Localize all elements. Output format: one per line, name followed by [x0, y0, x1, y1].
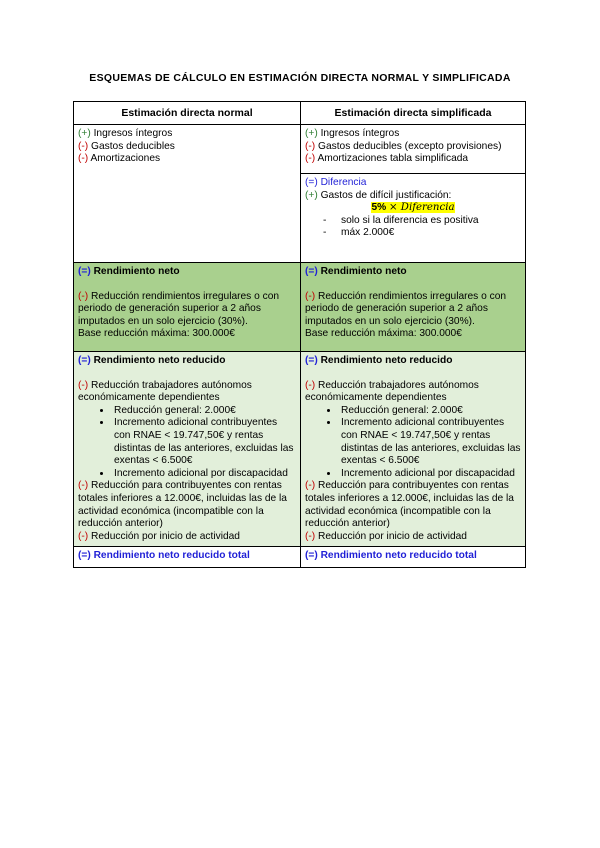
base-reduccion: Base reducción máxima: 300.000€ [78, 328, 235, 340]
formula-rest: × Diferencia [389, 202, 455, 214]
bullet-item: • Incremento adicional por discapacidad [112, 468, 296, 481]
simplificada-ingresos: Ingresos íntegros [320, 128, 400, 139]
minus-sign: (-) [78, 480, 89, 492]
rendimiento-reducido-label: Rendimiento neto reducido [93, 355, 226, 366]
simplificada-amortizaciones: Amortizaciones tabla simplificada [317, 153, 469, 165]
reduccion-inicio: Reducción por inicio de actividad [91, 530, 240, 542]
normal-rendimiento-neto-cell [74, 263, 301, 352]
plus-sign: (+) [78, 128, 91, 139]
minus-sign: (-) [305, 140, 316, 152]
formula-pct: 5% [371, 202, 387, 214]
rendimiento-neto-label: Rendimiento neto [93, 266, 180, 277]
reduccion-autonomos: Reducción trabajadores autónomos económicamente dependientes [78, 379, 252, 404]
bullet-list [78, 405, 296, 481]
reduccion-inicio: Reducción por inicio de actividad [318, 530, 467, 542]
normal-gastos: Gastos deducibles [91, 140, 175, 152]
condition-list [305, 215, 521, 240]
simplificada-diferencia-cell [301, 174, 526, 263]
header-simplificada: Estimación directa simplificada [301, 102, 526, 125]
minus-sign: (-) [78, 379, 89, 391]
simplificada-total-cell [301, 547, 526, 568]
formula [305, 202, 521, 215]
rendimiento-reducido-label: Rendimiento neto reducido [320, 355, 453, 366]
total-row [74, 547, 526, 568]
bullet-item: • Reducción general: 2.000€ [339, 405, 521, 418]
dificil-justificacion: Gastos de difícil justificación: [320, 189, 452, 201]
rendimiento-reducido-row [74, 352, 526, 547]
base-reduccion: Base reducción máxima: 300.000€ [305, 328, 462, 340]
condition-item: - solo si la diferencia es positiva [323, 215, 521, 228]
equals-sign: (=) [305, 266, 318, 277]
reduccion-autonomos: Reducción trabajadores autónomos económicamente dependientes [305, 379, 479, 404]
normal-total-cell [74, 547, 301, 568]
minus-sign: (-) [305, 290, 316, 302]
ingresos-row [74, 125, 526, 174]
minus-sign: (-) [78, 140, 89, 152]
simplificada-rendimiento-neto-cell [301, 263, 526, 352]
diferencia-label: Diferencia [320, 177, 367, 188]
minus-sign: (-) [78, 530, 89, 542]
equals-sign: (=) [78, 266, 91, 277]
minus-sign: (-) [305, 480, 316, 492]
equals-sign: (=) [305, 550, 318, 562]
simplificada-rendimiento-reducido-cell [301, 352, 526, 547]
reduccion-irregulares: Reducción rendimientos irregulares o con periodo de generación superior a 2 años imputados en un solo ejercicio (30%). [305, 290, 507, 327]
minus-sign: (-) [78, 153, 89, 165]
bullet-item: • Reducción general: 2.000€ [112, 405, 296, 418]
equals-sign: (=) [78, 355, 91, 366]
equals-sign: (=) [305, 177, 318, 188]
simplificada-ingresos-cell [301, 125, 526, 174]
rendimiento-neto-label: Rendimiento neto [320, 266, 407, 277]
simplificada-gastos: Gastos deducibles (excepto provisiones) [318, 140, 502, 152]
normal-ingresos: Ingresos íntegros [93, 128, 173, 139]
minus-sign: (-) [305, 153, 316, 165]
normal-rendimiento-reducido-cell [74, 352, 301, 547]
reduccion-rentas: Reducción para contribuyentes con rentas totales inferiores a 12.000€, incluidas las de la actividad económica (incompatible con la reducción anterior) [78, 480, 287, 530]
bullet-item: • Incremento adicional por discapacidad [339, 468, 521, 481]
plus-sign: (+) [305, 128, 318, 139]
bullet-item: • Incremento adicional contribuyentes con RNAE < 19.747,50€ y rentas distintas de las anteriores, excluidas las exentas < 6.500€ [112, 417, 296, 467]
plus-sign: (+) [305, 189, 318, 201]
condition-item: - máx 2.000€ [323, 227, 521, 240]
normal-amortizaciones: Amortizaciones [90, 153, 161, 165]
header-normal: Estimación directa normal [74, 102, 301, 125]
bullet-list [305, 405, 521, 481]
bullet-item: • Incremento adicional contribuyentes con RNAE < 19.747,50€ y rentas distintas de las anteriores, excluidas las exentas < 6.500€ [339, 417, 521, 467]
total-label: Rendimiento neto reducido total [320, 550, 477, 562]
equals-sign: (=) [78, 550, 91, 562]
header-row [74, 102, 526, 125]
page-title: ESQUEMAS DE CÁLCULO EN ESTIMACIÓN DIRECTA NORMAL Y SIMPLIFICADA [89, 72, 511, 84]
minus-sign: (-) [305, 379, 316, 391]
reduccion-irregulares: Reducción rendimientos irregulares o con periodo de generación superior a 2 años imputados en un solo ejercicio (30%). [78, 290, 280, 327]
minus-sign: (-) [305, 530, 316, 542]
minus-sign: (-) [78, 290, 89, 302]
rendimiento-neto-row [74, 263, 526, 352]
reduccion-rentas: Reducción para contribuyentes con rentas totales inferiores a 12.000€, incluidas las de la actividad económica (incompatible con la reducción anterior) [305, 480, 514, 530]
total-label: Rendimiento neto reducido total [93, 550, 250, 562]
normal-ingresos-cell [74, 125, 301, 263]
equals-sign: (=) [305, 355, 318, 366]
calculation-table [73, 101, 526, 568]
